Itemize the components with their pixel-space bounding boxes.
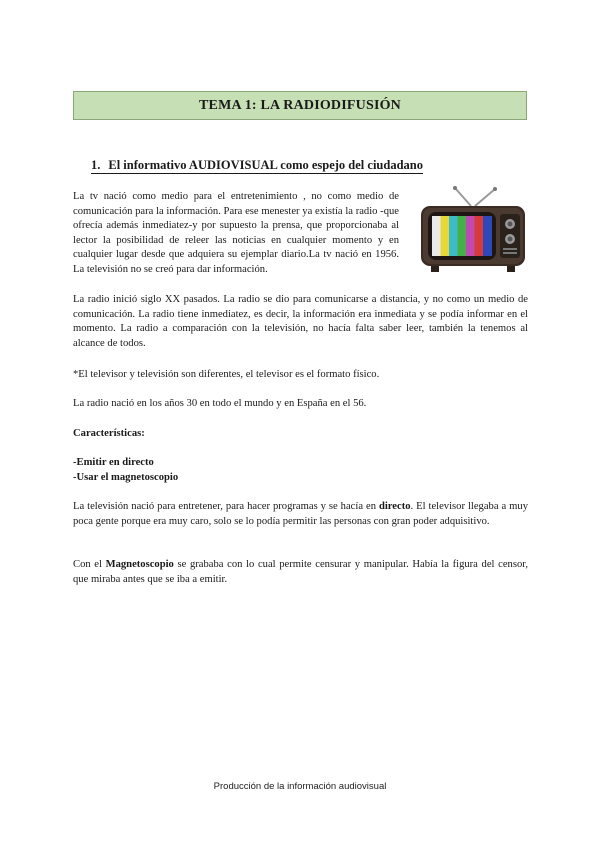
title-banner xyxy=(73,91,527,120)
paragraph-tv-entertain xyxy=(73,500,528,529)
characteristics-list xyxy=(73,456,178,485)
section-number: 1. xyxy=(91,158,101,172)
section-title: El informativo AUDIOVISUAL como espejo del ciudadano xyxy=(108,158,423,172)
section-heading xyxy=(91,158,423,174)
paragraph-note: *El televisor y televisión son diferentes, el televisor es el formato físico. xyxy=(73,369,380,380)
paragraph-radio-date: La radio nació en los años 30 en todo el mundo y en España en el 56. xyxy=(73,398,367,409)
paragraph-tv-origin: La tv nació como medio para el entretenimiento , no como medio de comunicación para la información. Para ese menester ya existía la radio -que ofrecía además inmediatez-y por supuesto la prensa, que proporcionaba al lector la posibilidad de releer las noticias en cualquier momento y en cualquier lugar desde que adquiera su ejemplar diario.La tv nació en 1956. La televisión no se creó para dar información. xyxy=(73,191,399,275)
text-run: se grababa con lo cual permite censurar y manipular. Había la figura del censor, que miraba antes que se iba a emitir. xyxy=(73,559,528,585)
text-run: La televisión nació para entretener, para hacer programas y se hacía en xyxy=(73,501,379,512)
bold-run: Magnetoscopio xyxy=(105,559,174,570)
page-title: TEMA 1: LA RADIODIFUSIÓN xyxy=(199,97,401,113)
paragraph-magnetoscope xyxy=(73,558,528,587)
retro-tv-icon xyxy=(417,186,529,274)
page-footer: Producción de la información audiovisual xyxy=(213,781,387,792)
characteristics-label: Características: xyxy=(73,428,145,439)
text-run: . El televisor llegaba a muy poca gente porque era muy caro, solo se lo podía permitir las personas con gran poder adquisitivo. xyxy=(73,501,528,527)
list-item: -Usar el magnetoscopio xyxy=(73,471,179,483)
list-item: -Emitir en directo xyxy=(73,457,154,468)
bold-run: directo xyxy=(378,501,411,512)
paragraph-radio-origin: La radio inició siglo XX pasados. La radio se dio para comunicarse a distancia, y no como un medio de comunicación. La radio tiene inmediatez, es decir, la información era inmediata y se podía informar en el momento. La radio a comparación con la televisión, no hacía falta saber leer, también la tenemos al alcance de todos. xyxy=(73,294,528,349)
text-run: Con el xyxy=(73,559,106,570)
